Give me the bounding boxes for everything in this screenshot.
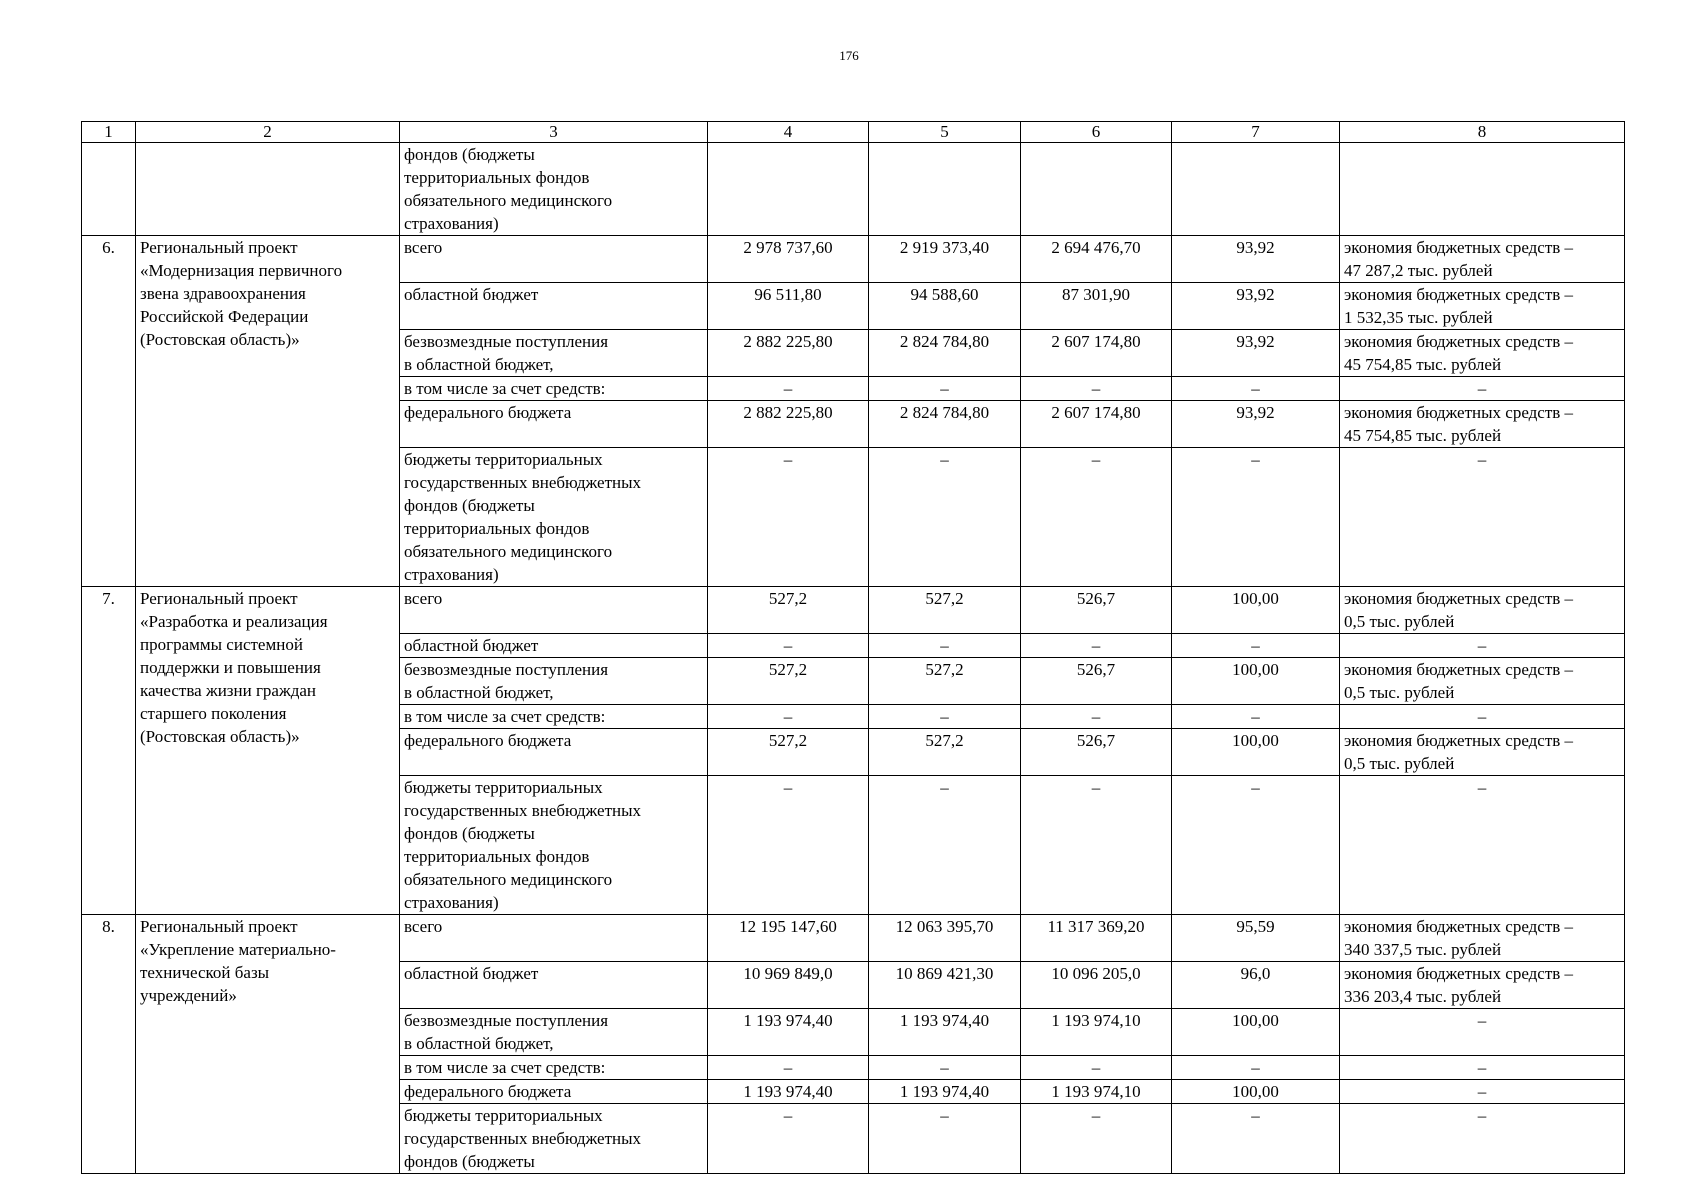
planned-amount-cell: 96 511,80 xyxy=(708,283,869,330)
value-cell xyxy=(1021,143,1172,236)
page-number: 176 xyxy=(839,48,859,63)
note-cell: – xyxy=(1340,705,1625,729)
column-number-row xyxy=(82,122,1625,143)
note-cell: – xyxy=(1340,1104,1625,1174)
planned-amount-cell: 12 195 147,60 xyxy=(708,915,869,962)
execution-percent-cell: 95,59 xyxy=(1172,915,1340,962)
funding-source-cell: областной бюджет xyxy=(400,634,708,658)
funding-source-cell: в том числе за счет средств: xyxy=(400,377,708,401)
project-number-cell: 8. xyxy=(82,915,136,1174)
allocated-amount-cell: 10 869 421,30 xyxy=(869,962,1021,1009)
spent-amount-cell: – xyxy=(1021,377,1172,401)
funding-source-cell: всего xyxy=(400,915,708,962)
allocated-amount-cell: 527,2 xyxy=(869,658,1021,705)
allocated-amount-cell: – xyxy=(869,1104,1021,1174)
planned-amount-cell: 10 969 849,0 xyxy=(708,962,869,1009)
spent-amount-cell: – xyxy=(1021,448,1172,587)
funding-source-cell: всего xyxy=(400,236,708,283)
note-cell: экономия бюджетных средств – 336 203,4 тыс. рублей xyxy=(1340,962,1625,1009)
note-cell: экономия бюджетных средств – 45 754,85 тыс. рублей xyxy=(1340,401,1625,448)
execution-percent-cell: 93,92 xyxy=(1172,283,1340,330)
allocated-amount-cell: – xyxy=(869,448,1021,587)
execution-percent-cell: 100,00 xyxy=(1172,729,1340,776)
execution-percent-cell: 93,92 xyxy=(1172,330,1340,377)
execution-percent-cell: – xyxy=(1172,776,1340,915)
funding-source-cell: бюджеты территориальных государственных внебюджетных фондов (бюджеты xyxy=(400,1104,708,1174)
project-number-cell: 7. xyxy=(82,587,136,915)
column-header: 2 xyxy=(136,122,400,143)
spent-amount-cell: 526,7 xyxy=(1021,729,1172,776)
note-cell: – xyxy=(1340,776,1625,915)
planned-amount-cell: 1 193 974,40 xyxy=(708,1080,869,1104)
execution-percent-cell: – xyxy=(1172,448,1340,587)
project-name-cell: Региональный проект «Разработка и реализация программы системной поддержки и повышения качества жизни граждан старшего поколения (Ростовская область)» xyxy=(136,587,400,915)
spent-amount-cell: 10 096 205,0 xyxy=(1021,962,1172,1009)
note-cell: экономия бюджетных средств – 47 287,2 тыс. рублей xyxy=(1340,236,1625,283)
planned-amount-cell: 2 882 225,80 xyxy=(708,330,869,377)
spent-amount-cell: – xyxy=(1021,705,1172,729)
table-row xyxy=(82,587,1625,634)
execution-percent-cell: – xyxy=(1172,1056,1340,1080)
execution-percent-cell: 96,0 xyxy=(1172,962,1340,1009)
execution-percent-cell: 100,00 xyxy=(1172,1080,1340,1104)
budget-report-table xyxy=(81,121,1625,1174)
execution-percent-cell: 93,92 xyxy=(1172,236,1340,283)
allocated-amount-cell: 1 193 974,40 xyxy=(869,1009,1021,1056)
spent-amount-cell: 1 193 974,10 xyxy=(1021,1080,1172,1104)
planned-amount-cell: – xyxy=(708,377,869,401)
planned-amount-cell: – xyxy=(708,705,869,729)
funding-source-cell: бюджеты территориальных государственных внебюджетных фондов (бюджеты территориальных фондов обязательного медицинского страхования) xyxy=(400,776,708,915)
execution-percent-cell: 100,00 xyxy=(1172,1009,1340,1056)
note-cell: – xyxy=(1340,448,1625,587)
execution-percent-cell: – xyxy=(1172,377,1340,401)
planned-amount-cell: 527,2 xyxy=(708,658,869,705)
spent-amount-cell: 11 317 369,20 xyxy=(1021,915,1172,962)
execution-percent-cell: – xyxy=(1172,1104,1340,1174)
execution-percent-cell: 93,92 xyxy=(1172,401,1340,448)
funding-source-cell: федерального бюджета xyxy=(400,729,708,776)
funding-source-cell: федерального бюджета xyxy=(400,1080,708,1104)
table-body xyxy=(82,143,1625,1174)
note-cell: – xyxy=(1340,1080,1625,1104)
allocated-amount-cell: – xyxy=(869,776,1021,915)
note-cell: – xyxy=(1340,1009,1625,1056)
planned-amount-cell: 1 193 974,40 xyxy=(708,1009,869,1056)
value-cell xyxy=(708,143,869,236)
allocated-amount-cell: 2 919 373,40 xyxy=(869,236,1021,283)
allocated-amount-cell: – xyxy=(869,705,1021,729)
column-header: 6 xyxy=(1021,122,1172,143)
funding-source-cell: бюджеты территориальных государственных внебюджетных фондов (бюджеты территориальных фондов обязательного медицинского страхования) xyxy=(400,448,708,587)
planned-amount-cell: 2 882 225,80 xyxy=(708,401,869,448)
allocated-amount-cell: – xyxy=(869,377,1021,401)
execution-percent-cell: 100,00 xyxy=(1172,658,1340,705)
allocated-amount-cell: – xyxy=(869,634,1021,658)
table-row xyxy=(82,236,1625,283)
note-cell: экономия бюджетных средств – 0,5 тыс. рублей xyxy=(1340,658,1625,705)
value-cell xyxy=(869,143,1021,236)
spent-amount-cell: 526,7 xyxy=(1021,587,1172,634)
column-header: 1 xyxy=(82,122,136,143)
funding-source-cell: всего xyxy=(400,587,708,634)
note-cell: экономия бюджетных средств – 0,5 тыс. рублей xyxy=(1340,587,1625,634)
funding-source-cell: безвозмездные поступления в областной бюджет, xyxy=(400,658,708,705)
spent-amount-cell: – xyxy=(1021,776,1172,915)
funding-source-cell: безвозмездные поступления в областной бюджет, xyxy=(400,330,708,377)
execution-percent-cell: 100,00 xyxy=(1172,587,1340,634)
allocated-amount-cell: 12 063 395,70 xyxy=(869,915,1021,962)
spent-amount-cell: 2 607 174,80 xyxy=(1021,330,1172,377)
spent-amount-cell: 526,7 xyxy=(1021,658,1172,705)
funding-source-cell: федерального бюджета xyxy=(400,401,708,448)
note-cell: – xyxy=(1340,1056,1625,1080)
continuation-row xyxy=(82,143,1625,236)
execution-percent-cell: – xyxy=(1172,634,1340,658)
note-cell: экономия бюджетных средств – 340 337,5 тыс. рублей xyxy=(1340,915,1625,962)
allocated-amount-cell: 2 824 784,80 xyxy=(869,401,1021,448)
planned-amount-cell: – xyxy=(708,1056,869,1080)
project-number-cell: 6. xyxy=(82,236,136,587)
value-cell xyxy=(1172,143,1340,236)
spent-amount-cell: 2 607 174,80 xyxy=(1021,401,1172,448)
column-header: 5 xyxy=(869,122,1021,143)
planned-amount-cell: 2 978 737,60 xyxy=(708,236,869,283)
planned-amount-cell: – xyxy=(708,448,869,587)
note-cell: экономия бюджетных средств – 1 532,35 тыс. рублей xyxy=(1340,283,1625,330)
column-header: 4 xyxy=(708,122,869,143)
column-header: 8 xyxy=(1340,122,1625,143)
funding-source-cell: безвозмездные поступления в областной бюджет, xyxy=(400,1009,708,1056)
allocated-amount-cell: 527,2 xyxy=(869,587,1021,634)
number-cell xyxy=(82,143,136,236)
note-cell: экономия бюджетных средств – 45 754,85 тыс. рублей xyxy=(1340,330,1625,377)
planned-amount-cell: 527,2 xyxy=(708,587,869,634)
funding-source-cell: в том числе за счет средств: xyxy=(400,705,708,729)
planned-amount-cell: – xyxy=(708,634,869,658)
spent-amount-cell: 2 694 476,70 xyxy=(1021,236,1172,283)
project-name-cell: Региональный проект «Модернизация первичного звена здравоохранения Российской Федерации (Ростовская область)» xyxy=(136,236,400,587)
spent-amount-cell: – xyxy=(1021,1056,1172,1080)
column-header: 3 xyxy=(400,122,708,143)
table-row xyxy=(82,915,1625,962)
spent-amount-cell: 1 193 974,10 xyxy=(1021,1009,1172,1056)
funding-source-cell: в том числе за счет средств: xyxy=(400,1056,708,1080)
note-cell: – xyxy=(1340,634,1625,658)
spent-amount-cell: – xyxy=(1021,1104,1172,1174)
spent-amount-cell: 87 301,90 xyxy=(1021,283,1172,330)
allocated-amount-cell: 2 824 784,80 xyxy=(869,330,1021,377)
planned-amount-cell: 527,2 xyxy=(708,729,869,776)
execution-percent-cell: – xyxy=(1172,705,1340,729)
funding-source-cell: областной бюджет xyxy=(400,283,708,330)
spent-amount-cell: – xyxy=(1021,634,1172,658)
allocated-amount-cell: 94 588,60 xyxy=(869,283,1021,330)
note-cell xyxy=(1340,143,1625,236)
note-cell: экономия бюджетных средств – 0,5 тыс. рублей xyxy=(1340,729,1625,776)
project-name-cell xyxy=(136,143,400,236)
planned-amount-cell: – xyxy=(708,776,869,915)
planned-amount-cell: – xyxy=(708,1104,869,1174)
note-cell: – xyxy=(1340,377,1625,401)
funding-source-cell: фондов (бюджеты территориальных фондов обязательного медицинского страхования) xyxy=(400,143,708,236)
column-header: 7 xyxy=(1172,122,1340,143)
project-name-cell: Региональный проект «Укрепление материально- технической базы учреждений» xyxy=(136,915,400,1174)
allocated-amount-cell: – xyxy=(869,1056,1021,1080)
allocated-amount-cell: 1 193 974,40 xyxy=(869,1080,1021,1104)
funding-source-cell: областной бюджет xyxy=(400,962,708,1009)
allocated-amount-cell: 527,2 xyxy=(869,729,1021,776)
